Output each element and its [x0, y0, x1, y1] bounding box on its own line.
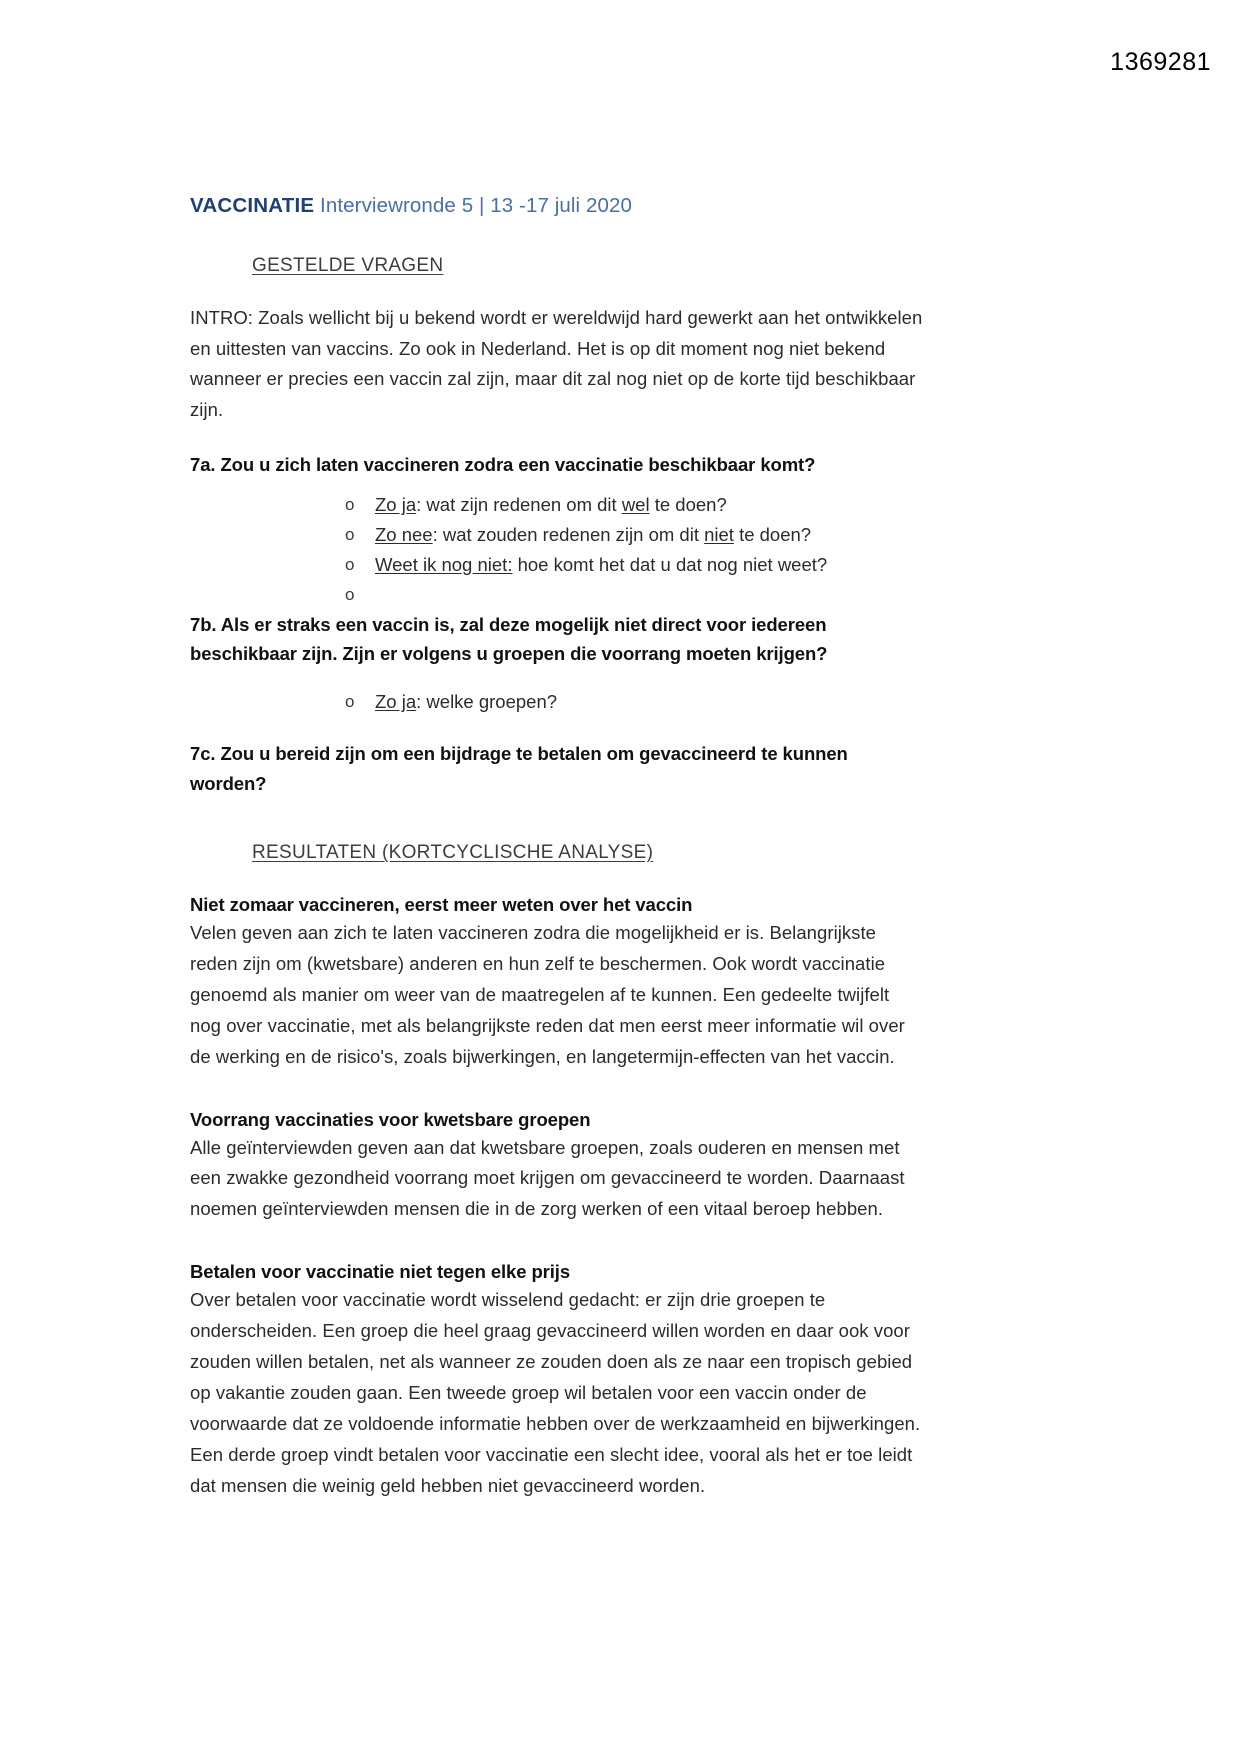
bullet-lead-underlined: Zo ja	[375, 493, 417, 515]
question-7c: 7c. Zou u bereid zijn om een bijdrage te betalen om gevaccineerd te kunnen worden?	[190, 742, 848, 794]
bullet-emphasis-underlined: niet	[704, 523, 734, 545]
bullet-marker-icon: o	[345, 691, 355, 711]
result-block-2	[190, 1109, 925, 1226]
bullet-tail-text: te doen?	[733, 523, 812, 545]
page-number: 1369281	[1110, 48, 1211, 76]
list-item	[190, 687, 925, 717]
result-body: Over betalen voor vaccinatie wordt wisselend gedacht: er zijn drie groepen te onderscheiden. Een groep die heel graag gevaccineerd willen worden en daar ook voor zouden willen betalen, net als wanneer ze zouden doen als ze naar een tropisch gebied op vakantie zouden gaan. Een tweede groep wil betalen voor een vaccin onder de voorwaarde dat ze voldoende informatie hebben over de werkzaamheid en bijwerkingen. Een derde groep vindt betalen voor vaccinatie een slecht idee, vooral als het er toe leidt dat mensen die weinig geld hebben niet gevaccineerd worden.	[190, 1289, 921, 1496]
section-heading-results: RESULTATEN (KORTCYCLISCHE ANALYSE)	[252, 842, 654, 864]
bullet-mid-text: : welke groepen?	[416, 690, 558, 712]
document-title-brand: VACCINATIE	[190, 194, 315, 217]
question-7b: 7b. Als er straks een vaccin is, zal deze mogelijk niet direct voor iedereen beschikbaar zijn. Zijn er volgens u groepen die voorrang moeten krijgen?	[190, 613, 828, 665]
result-subhead: Niet zomaar vaccineren, eerst meer weten over het vaccin	[190, 894, 693, 916]
document-title-subtitle: Interviewronde 5 | 13 -17 juli 2020	[314, 194, 633, 217]
list-item	[190, 520, 925, 550]
document-title	[190, 192, 925, 221]
document-content	[190, 192, 925, 1501]
question-7b-bullets	[190, 687, 925, 717]
question-7a: 7a. Zou u zich laten vaccineren zodra een vaccinatie beschikbaar komt?	[190, 454, 816, 476]
bullet-mid-text: : wat zouden redenen zijn om dit	[432, 523, 705, 545]
section-heading-questions: GESTELDE VRAGEN	[252, 254, 444, 276]
result-body: Velen geven aan zich te laten vaccineren zodra die mogelijkheid er is. Belangrijkste reden zijn om (kwetsbare) anderen en hun zelf te beschermen. Ook wordt vaccinatie genoemd als manier om weer van de maatregelen af te kunnen. Een gedeelte twijfelt nog over vaccinatie, met als belangrijkste reden dat men eerst meer informatie wil over de werking en de risico's, zoals bijwerkingen, en langetermijn-effecten van het vaccin.	[190, 922, 905, 1067]
bullet-lead-underlined: Zo ja	[375, 690, 417, 712]
result-subhead: Voorrang vaccinaties voor kwetsbare groepen	[190, 1108, 591, 1130]
result-body: Alle geïnterviewden geven aan dat kwetsbare groepen, zoals ouderen en mensen met een zwakke gezondheid voorrang moet krijgen om gevaccineerd te worden. Daarnaast noemen geïnterviewden mensen die in de zorg werken of een vitaal beroep hebben.	[190, 1136, 905, 1220]
bullet-mid-text: : wat zijn redenen om dit	[416, 493, 622, 515]
bullet-tail-text: te doen?	[649, 493, 727, 515]
bullet-lead-underlined: Zo nee	[375, 523, 433, 545]
bullet-emphasis-underlined: wel	[621, 493, 650, 515]
result-subhead: Betalen voor vaccinatie niet tegen elke prijs	[190, 1261, 571, 1283]
bullet-mid-text: hoe komt het dat u dat nog niet weet?	[512, 553, 828, 575]
question-7a-bullets	[190, 490, 925, 606]
list-item	[190, 550, 925, 580]
bullet-marker-icon: o	[345, 494, 355, 514]
bullet-lead-underlined: Weet ik nog niet:	[375, 553, 513, 575]
bullet-marker-icon: o	[345, 524, 355, 544]
intro-paragraph: INTRO: Zoals wellicht bij u bekend wordt er wereldwijd hard gewerkt aan het ontwikkelen en uittesten van vaccins. Zo ook in Nederland. Het is op dit moment nog niet bekend wanneer er precies een vaccin zal zijn, maar dit zal nog niet op de korte tijd beschikbaar zijn.	[190, 306, 923, 421]
bullet-marker-icon: o	[345, 554, 355, 574]
list-item-empty	[190, 580, 925, 606]
result-block-3	[190, 1261, 925, 1501]
result-block-1	[190, 894, 925, 1072]
bullet-marker-icon: o	[345, 584, 355, 604]
list-item	[190, 490, 925, 520]
